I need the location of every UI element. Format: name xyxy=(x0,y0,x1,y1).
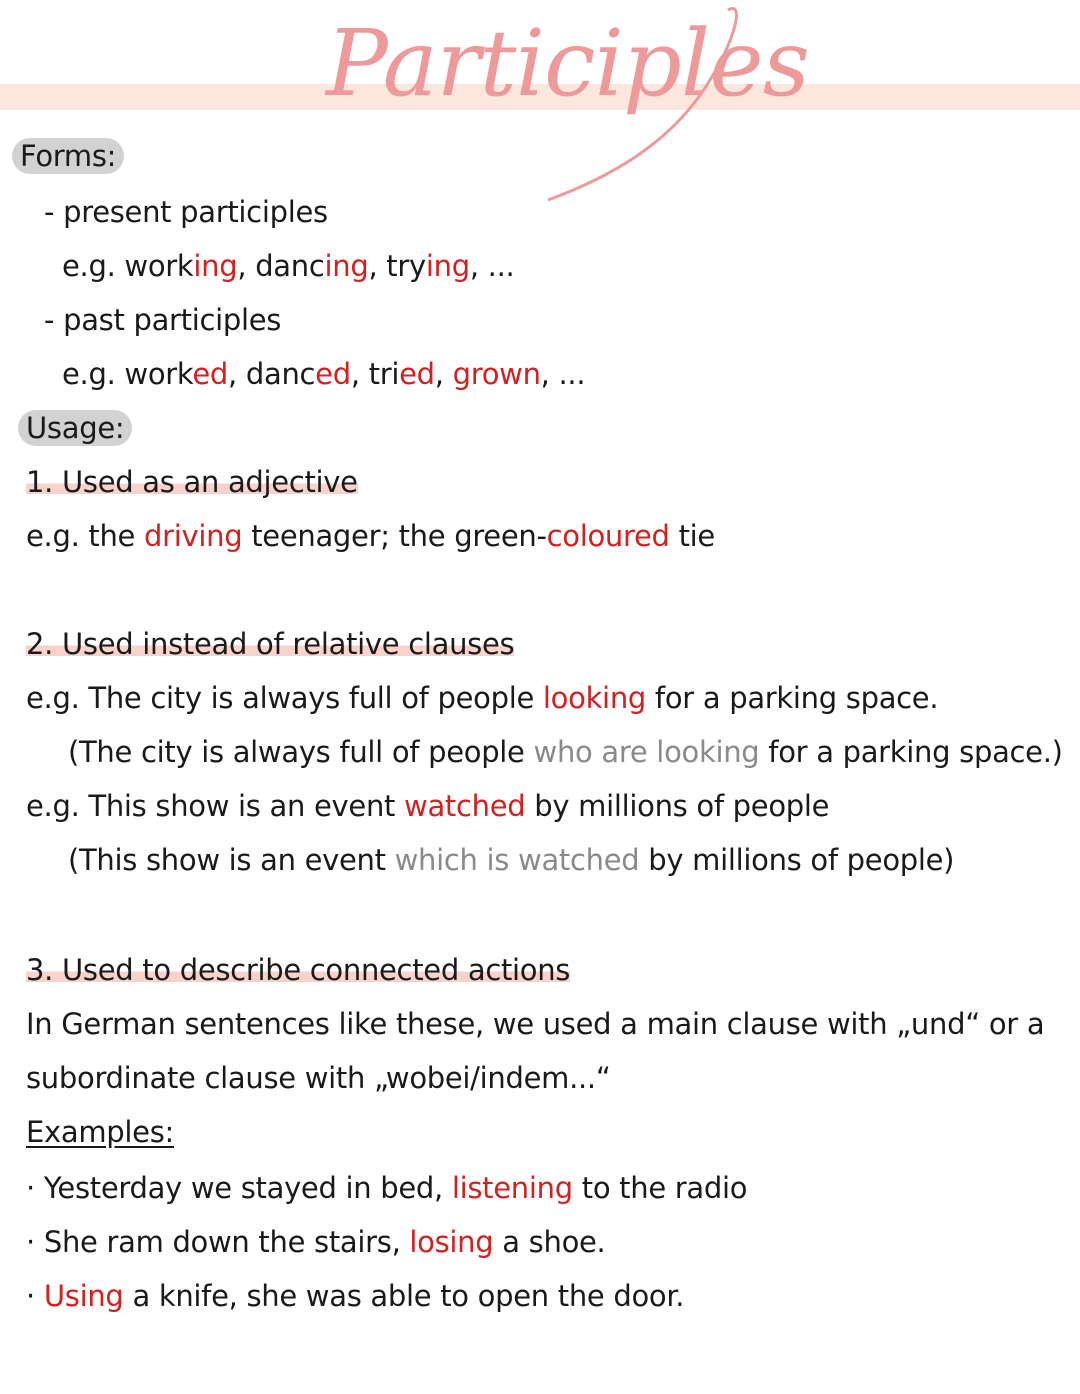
usage-1-example: e.g. the driving teenager; the green-coloured tie xyxy=(26,519,715,553)
usage-3-description-line-1: In German sentences like these, we used a main clause with „und“ or a xyxy=(26,1007,1045,1041)
usage-3-description-line-2: subordinate clause with „wobei/indem...“ xyxy=(26,1061,611,1095)
bullet-icon: · xyxy=(26,1225,35,1259)
present-participles-examples: e.g. working, dancing, trying, ... xyxy=(62,249,515,283)
present-participles-label: - present participles xyxy=(44,195,328,229)
usage-1-heading: 1. Used as an adjective xyxy=(26,465,358,499)
usage-2-example-1: e.g. The city is always full of people looking for a parking space. xyxy=(26,681,939,715)
list-item: · Using a knife, she was able to open the door. xyxy=(26,1279,685,1313)
list-item: · Yesterday we stayed in bed, listening to the radio xyxy=(26,1171,748,1205)
examples-label: Examples: xyxy=(26,1115,174,1149)
forms-heading: Forms: xyxy=(20,138,124,174)
bullet-icon: · xyxy=(26,1279,35,1313)
usage-2-heading: 2. Used instead of relative clauses xyxy=(26,627,515,661)
bullet-icon: · xyxy=(26,1171,35,1205)
list-item: · She ram down the stairs, losing a shoe. xyxy=(26,1225,606,1259)
usage-2-example-2-paraphrase: (This show is an event which is watched by millions of people) xyxy=(68,843,955,877)
page-title: Participles xyxy=(326,10,809,117)
usage-heading: Usage: xyxy=(26,410,132,446)
past-participles-examples: e.g. worked, danced, tried, grown, ... xyxy=(62,357,586,391)
past-participles-label: - past participles xyxy=(44,303,282,337)
usage-2-example-1-paraphrase: (The city is always full of people who are looking for a parking space.) xyxy=(68,735,1063,769)
usage-3-heading: 3. Used to describe connected actions xyxy=(26,953,571,987)
usage-2-example-2: e.g. This show is an event watched by millions of people xyxy=(26,789,830,823)
